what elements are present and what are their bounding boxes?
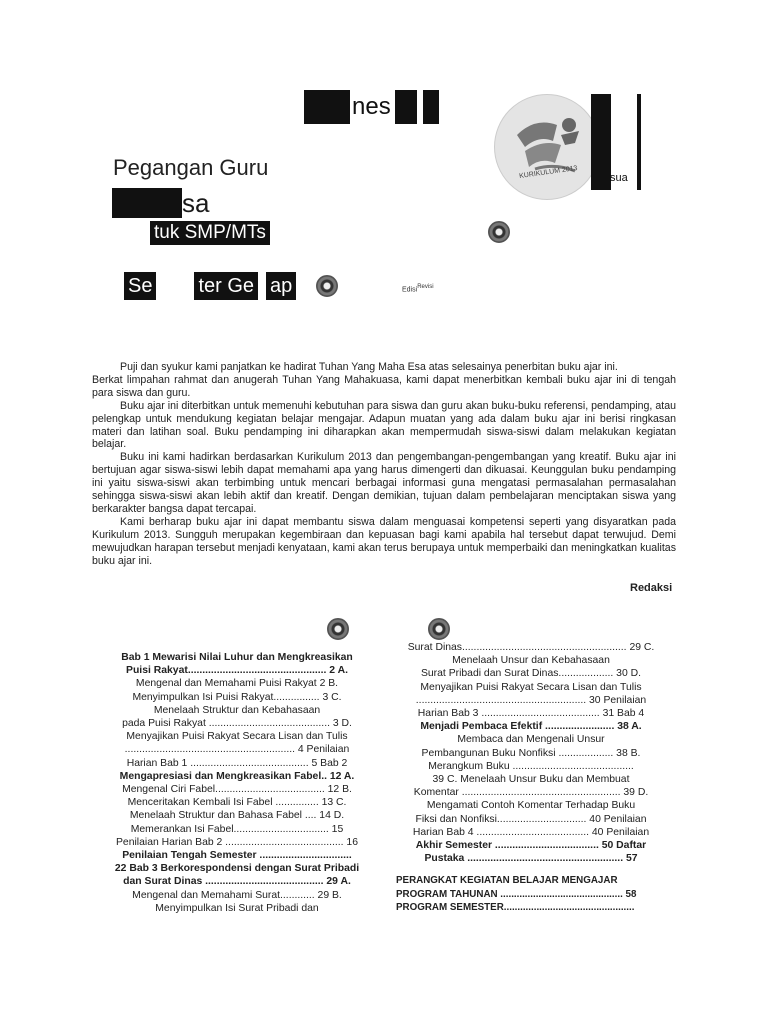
logo-text: KURIKULUM 2013 (518, 164, 578, 181)
redaction-block (112, 188, 182, 218)
kurikulum-logo (494, 94, 600, 200)
toc-entry: Surat Pribadi dan Surat Dinas................... 30 D. (420, 668, 642, 680)
cover-title-fragment: nes (352, 93, 391, 120)
redaction-block (395, 90, 417, 124)
toc-entry: Menelaah Struktur dan Bahasa Fabel .... 14 D. (129, 810, 345, 822)
toc-entry: Merangkum Buku .......................................... (428, 760, 634, 772)
edition-sup: Revisi (417, 284, 434, 290)
toc-entry: Harian Bab 4 ....................................... 40 Penilaian (412, 826, 650, 838)
toc-entry: Menelaah Unsur dan Kebahasaan (452, 655, 610, 667)
disc-icon (316, 275, 338, 297)
toc-entry: Membaca dan Mengenali Unsur (457, 734, 605, 746)
toc-entry: Mengenal dan Memahami Puisi Rakyat 2 B. (135, 678, 339, 690)
toc-entry: Surat Dinas......................................................... 29 C. (407, 642, 655, 653)
redaction-block (637, 94, 641, 190)
preface (92, 361, 676, 568)
disc-icon (327, 618, 349, 640)
toc-entry: Komentar ....................................................... 39 D. (413, 787, 649, 799)
side-fragment: sua (610, 172, 628, 184)
toc-entry: Menyimpulkan Isi Puisi Rakyat................ 3 C. (132, 691, 342, 703)
toc-entry: Menyajikan Puisi Rakyat Secara Lisan dan Tulis (420, 681, 642, 693)
perangkat-entry: PROGRAM SEMESTER................................................ (396, 902, 635, 914)
kurikulum-logo-icon (495, 95, 599, 199)
toc-entry: Menjadi Pembaca Efektif ........................ 38 A. (420, 721, 642, 733)
perangkat-list (396, 874, 676, 915)
toc-left-column (98, 651, 376, 915)
toc-entry: Memerankan Isi Fabel................................. 15 (130, 823, 344, 835)
disc-icon (428, 618, 450, 640)
toc-entry: pada Puisi Rakyat .......................................... 3 D. (122, 718, 352, 730)
toc-entry: Pustaka ...................................................... 57 (424, 853, 638, 865)
perangkat-entry: PROGRAM TAHUNAN ............................................. 58 (396, 888, 637, 900)
semester-part: Se (124, 272, 156, 300)
toc-entry: Puisi Rakyat................................................ 2 A. (126, 665, 348, 677)
toc-entry: Fiksi dan Nonfiksi............................... 40 Penilaian (415, 813, 647, 825)
cover-title (304, 90, 439, 124)
toc-entry: Bab 1 Mewarisi Nilai Luhur dan Mengkreasikan (121, 652, 353, 663)
toc-entry: Menelaah Struktur dan Kebahasaan (153, 704, 321, 716)
preface-signature: Redaksi (630, 582, 673, 594)
toc-entry: Harian Bab 1 ......................................... 5 Bab 2 (126, 757, 348, 769)
toc-entry: Mengenal dan Memahami Surat............ 29 B. (132, 889, 342, 901)
toc-entry: Penilaian Tengah Semester ................................ (122, 850, 352, 862)
preface-paragraph: Puji dan syukur kami panjatkan ke hadirat Tuhan Yang Maha Esa atas selesainya penerbitan buku ajar ini. (120, 361, 618, 373)
preface-paragraph: Buku ajar ini diterbitkan untuk memenuhi kebutuhan para siswa dan guru akan buku-buku referensi, pendamping, atau pelengkap untuk mendukung kegiatan belajar mengajar. Adapun muatan yang ada dalam buku ajar ini berisi ringkasan materi dan latihan soal. Buku pendamping ini diharapkan akan mempermudah siswa-siswi dalam melakukan kegiatan belajar. (92, 399, 676, 451)
toc-entry: Akhir Semester .................................... 50 Daftar (415, 840, 647, 852)
redaction-block (591, 94, 611, 190)
cover-subject-fragment: sa (182, 187, 210, 218)
disc-icon (488, 221, 510, 243)
toc-entry: Menceritakan Kembali Isi Fabel ............... 13 C. (127, 797, 347, 809)
toc-entry: Menyajikan Puisi Rakyat Secara Lisan dan Tulis (126, 731, 348, 743)
toc-entry: Menyimpulkan Isi Surat Pribadi dan (155, 902, 319, 914)
toc-entry: Mengenal Ciri Fabel...................................... 12 B. (122, 784, 352, 796)
perangkat-entry: PERANGKAT KEGIATAN BELAJAR MENGAJAR (396, 875, 618, 886)
toc-entry: ........................................................... 30 Penilaian (415, 694, 647, 706)
toc-entry: 22 Bab 3 Berkorespondensi dengan Surat Pribadi (114, 863, 360, 875)
toc-entry: 39 C. Menelaah Unsur Buku dan Membuat (432, 774, 630, 786)
cover-subject (112, 188, 209, 218)
toc-entry: Harian Bab 3 ......................................... 31 Bab 4 (417, 708, 645, 720)
edition-label (402, 284, 434, 293)
toc-right-column (393, 641, 669, 865)
preface-paragraph: Kami berharap buku ajar ini dapat membantu siswa dalam menguasai kompetensi seperti yang disyaratkan pada Kurikulum 2013. Sungguh merupakan kegembiraan dan kepuasan bagi kami apabila hal tersebut dapat terwujud. Demi mewujudkan harapan tersebut menjadi kenyataan, kami akan terus berupaya untuk memperbaiki dan meningkatkan kualitas buku ajar ini. (92, 515, 676, 567)
preface-paragraph: Berkat limpahan rahmat dan anugerah Tuhan Yang Mahakuasa, kami dapat menerbitkan kembali buku ajar ini di tengah para siswa dan guru. (92, 373, 676, 399)
toc-entry: Mengamati Contoh Komentar Terhadap Buku (426, 800, 636, 812)
redaction-block (423, 90, 439, 124)
toc-entry: dan Surat Dinas ......................................... 29 A. (123, 876, 351, 888)
cover-level: tuk SMP/MTs (150, 221, 270, 245)
toc-entry: Penilaian Harian Bab 2 ......................................... 16 (116, 836, 358, 848)
toc-entry: Pembangunan Buku Nonfiksi ................... 38 B. (421, 747, 641, 759)
semester-part: ter Ge (194, 272, 258, 300)
redaction-block (304, 90, 350, 124)
cover-subtitle: Pegangan Guru (113, 155, 269, 180)
toc-entry: ........................................................... 4 Penilaian (124, 744, 350, 756)
edition-text: Edisi (402, 286, 418, 294)
cover-semester (124, 272, 296, 300)
toc-entry: Mengapresiasi dan Mengkreasikan Fabel.. 12 A. (119, 770, 355, 782)
semester-part: ap (266, 272, 296, 300)
preface-paragraph: Buku ini kami hadirkan berdasarkan Kurikulum 2013 dan pengembangan-pengembangan yang kreatif. Buku ajar ini bertujuan agar siswa-siswi lebih dapat memahami apa yang harus dimengerti dan dikuasai. Keunggulan buku pendamping ini yaitu siswa-siswi akan terbimbing untuk mencari berbagai informasi guna mengatasi permasalahan permasalahan sehingga siswa-siswi akan lebih aktif dan kreatif. Dengan demikian, tujuan dalam pembelajaran menciptakan siswa yang berkarakter bangsa dapat tercapai. (92, 451, 676, 515)
